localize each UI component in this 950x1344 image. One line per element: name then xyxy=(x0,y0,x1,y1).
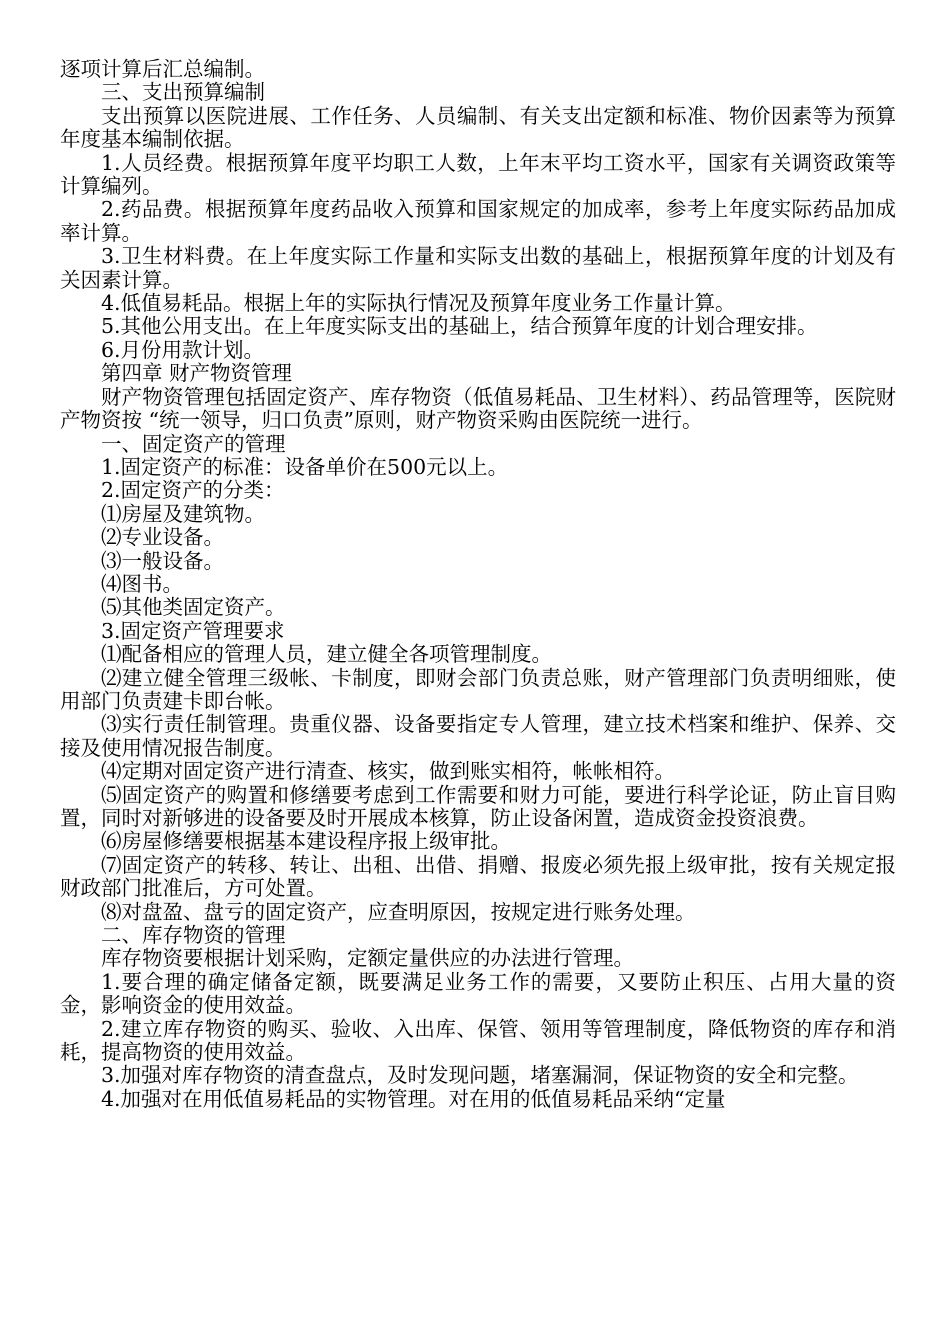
list-item: 6.月份用款计划。 xyxy=(101,337,265,362)
list-item: ⑴房屋及建筑物。 xyxy=(101,501,265,526)
list-item: ⑺固定资产的转移、转让、出租、出借、捐赠、报废必须先报上级审批，按有关规定报财政部门批准后，方可处置。 xyxy=(60,852,896,901)
list-item: ⑵专业设备。 xyxy=(101,525,224,550)
list-item: ⑷定期对固定资产进行清查、核实，做到账实相符，帐帐相符。 xyxy=(101,759,675,784)
paragraph: 库存物资要根据计划采购，定额定量供应的办法进行管理。 xyxy=(101,946,634,971)
section-heading: 三、支出预算编制 xyxy=(101,80,265,105)
chapter-heading: 第四章 财产物资管理 xyxy=(101,361,293,386)
list-item: 1.要合理的确定储备定额，既要满足业务工作的需要，又要防止积压、占用大量的资金，影响资金的使用效益。 xyxy=(60,969,896,1018)
section-heading: 二、库存物资的管理 xyxy=(101,923,286,948)
list-item: ⑶一般设备。 xyxy=(101,548,224,573)
list-item: 2.药品费。根据预算年度药品收入预算和国家规定的加成率，参考上年度实际药品加成率计算。 xyxy=(60,197,896,245)
paragraph: 逐项计算后汇总编制。 xyxy=(60,57,265,81)
list-item: ⑵建立健全管理三级帐、卡制度，即财会部门负责总账，财产管理部门负责明细账，使用部门负责建卡即台帐。 xyxy=(60,665,896,713)
list-item: 1.人员经费。根据预算年度平均职工人数，上年末平均工资水平，国家有关调资政策等计算编列。 xyxy=(60,150,896,199)
list-item: ⑶实行责任制管理。贵重仪器、设备要指定专人管理，建立技术档案和维护、保养、交接及使用情况报告制度。 xyxy=(60,712,896,760)
paragraph: 财产物资管理包括固定资产、库存物资（低值易耗品、卫生材料）、药品管理等，医院财产物资按 “统一领导，归口负责”原则，财产物资采购由医院统一进行。 xyxy=(60,384,896,433)
paragraph: 支出预算以医院进展、工作任务、人员编制、有关支出定额和标准、物价因素等为预算年度基本编制依据。 xyxy=(60,103,896,152)
list-item: 1.固定资产的标准：设备单价在500元以上。 xyxy=(101,454,509,479)
list-item: 3.加强对库存物资的清查盘点，及时发现问题，堵塞漏洞，保证物资的安全和完整。 xyxy=(101,1063,859,1088)
list-item: ⑸其他类固定资产。 xyxy=(101,595,286,620)
list-item: 3.卫生材料费。在上年度实际工作量和实际支出数的基础上，根据预算年度的计划及有关因素计算。 xyxy=(60,244,896,292)
list-item: 4.低值易耗品。根据上年的实际执行情况及预算年度业务工作量计算。 xyxy=(101,291,736,316)
list-item: ⑹房屋修缮要根据基本建设程序报上级审批。 xyxy=(101,829,511,854)
list-item: 2.建立库存物资的购买、验收、入出库、保管、领用等管理制度，降低物资的库存和消耗，提高物资的使用效益。 xyxy=(60,1016,896,1065)
list-item: ⑷图书。 xyxy=(101,571,183,596)
list-item: ⑻对盘盈、盘亏的固定资产，应查明原因，按规定进行账务处理。 xyxy=(101,899,696,924)
document-page xyxy=(60,58,896,1111)
list-item: 5.其他公用支出。在上年度实际支出的基础上，结合预算年度的计划合理安排。 xyxy=(101,314,818,339)
list-item: 4.加强对在用低值易耗品的实物管理。对在用的低值易耗品采纳“定量 xyxy=(101,1086,726,1111)
list-item: ⑸固定资产的购置和修缮要考虑到工作需要和财力可能，要进行科学论证，防止盲目购置，同时对新够进的设备要及时开展成本核算，防止设备闲置，造成资金投资浪费。 xyxy=(60,782,896,830)
list-item: ⑴配备相应的管理人员，建立健全各项管理制度。 xyxy=(101,642,552,667)
list-item: 3.固定资产管理要求 xyxy=(101,618,285,643)
list-item: 2.固定资产的分类： xyxy=(101,478,285,503)
section-heading: 一、固定资产的管理 xyxy=(101,431,286,456)
